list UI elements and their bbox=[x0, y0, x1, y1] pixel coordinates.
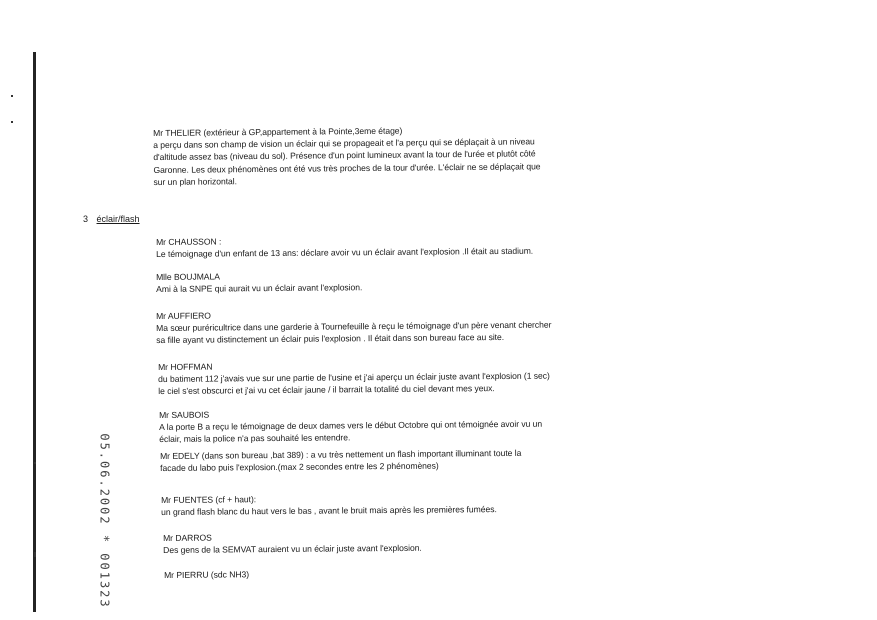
entry-text: un grand flash blanc du haut vers le bas , avant le bruit mais après les premières fumées. bbox=[161, 504, 497, 518]
testimony-entry bbox=[161, 491, 497, 518]
entry-name: Mr PIERRU (sdc NH3) bbox=[164, 569, 250, 580]
testimony-entry bbox=[163, 530, 422, 557]
entry-text: A la porte B a reçu le témoignage de deux dames vers le début Octobre qui ont témoignée avoir vu un bbox=[159, 418, 543, 433]
intro-line: a perçu dans son champ de vision un éclair qui se propageait et l'a perçu qui se déplaçait à un niveau bbox=[153, 136, 535, 151]
testimony-entry bbox=[164, 568, 249, 581]
entry-name: Mr DARROS bbox=[163, 532, 212, 543]
scan-speck bbox=[34, 552, 36, 557]
intro-line: d'altitude assez bas (niveau du sol). Présence d'un point lumineux avant la tour de l'urée et plutôt côté bbox=[153, 148, 536, 163]
testimony-entry bbox=[159, 406, 542, 446]
testimony-entry bbox=[156, 307, 552, 347]
entry-name: Mr CHAUSSON : bbox=[156, 236, 222, 247]
date-stamp: 05.06.2002 * 001323 bbox=[97, 433, 112, 609]
intro-line: Garonne. Les deux phénomènes ont été vus très proches de la tour d'urée. L'éclair ne se déplaçait que bbox=[153, 160, 541, 175]
entry-name: Mr FUENTES (cf + haut): bbox=[161, 494, 257, 505]
scan-speck bbox=[11, 95, 13, 97]
entry-text: éclair, mais la police n'a pas souhaité les entendre. bbox=[159, 432, 351, 445]
intro-line: Mr THELIER (extérieur à GP,appartement à la Pointe,3eme étage) bbox=[153, 125, 403, 138]
scan-speck bbox=[34, 462, 36, 464]
entry-name: Mlle BOUJMALA bbox=[156, 271, 220, 282]
entry-name: Mr SAUBOIS bbox=[159, 409, 210, 420]
testimony-entry bbox=[160, 447, 521, 475]
entry-text: le ciel s'est obscurci et j'ai vu cet éclair jaune / il barrait la totalité du ciel devant mes yeux. bbox=[158, 383, 495, 397]
scan-edge-line bbox=[33, 52, 36, 612]
entry-text: Mr EDELY (dans son bureau ,bat 389) : a vu très nettement un flash important illuminant toute la bbox=[160, 447, 522, 461]
entry-text: du batiment 112 j'avais vue sur une partie de l'usine et j'ai aperçu un éclair juste avant l'explosion (1 sec) bbox=[158, 370, 550, 385]
entry-text: sa fille ayant vu distinctement un éclair puis l'explosion . Il était dans son bureau face au site. bbox=[156, 332, 505, 346]
section-number: 3 bbox=[83, 214, 89, 224]
entry-text: Des gens de la SEMVAT auraient vu un éclair juste avant l'explosion. bbox=[163, 542, 422, 556]
testimony-entry bbox=[158, 358, 550, 398]
entry-text: facade du labo puis l'explosion.(max 2 secondes entre les 2 phénomènes) bbox=[160, 460, 439, 474]
entry-name: Mr HOFFMAN bbox=[158, 361, 213, 372]
entry-name: Mr AUFFIERO bbox=[156, 310, 211, 321]
scan-speck bbox=[11, 121, 13, 123]
entry-text: Le témoignage d'un enfant de 13 ans: déclare avoir vu un éclair avant l'explosion .Il était au stadium. bbox=[156, 245, 534, 260]
intro-line: sur un plan horizontal. bbox=[153, 176, 237, 187]
testimony-entry bbox=[156, 233, 533, 261]
entry-text: Ami à la SNPE qui aurait vu un éclair avant l'explosion. bbox=[156, 282, 363, 295]
entry-text: Ma sœur puréricultrice dans une garderie à Tournefeuille à reçu le témoignage d'un père venant chercher bbox=[156, 319, 552, 334]
testimony-entry bbox=[156, 269, 362, 295]
section-heading bbox=[83, 214, 140, 224]
intro-block bbox=[153, 123, 541, 188]
section-title: éclair/flash bbox=[96, 214, 140, 224]
